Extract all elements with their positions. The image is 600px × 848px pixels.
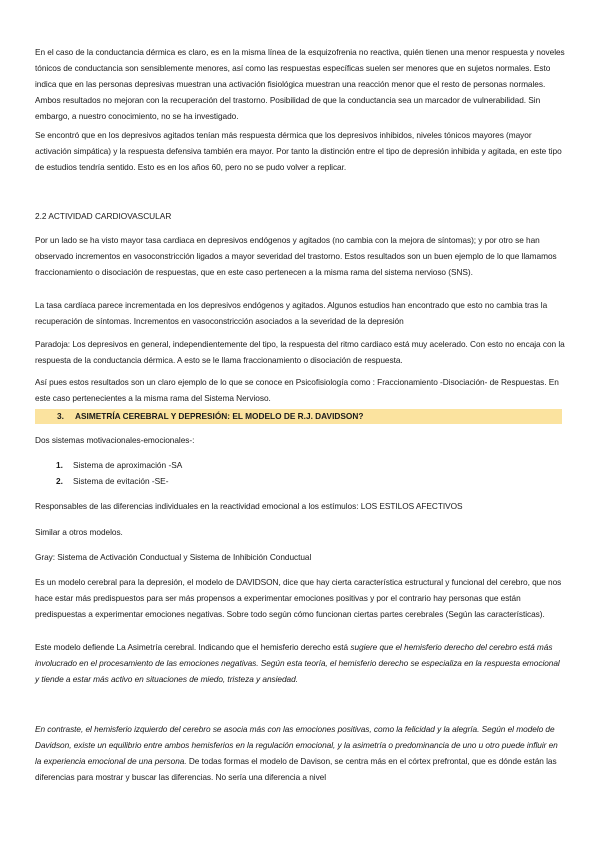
paragraph-depresivos-agitados: Se encontró que en los depresivos agitados tenían más respuesta dérmica que los depresivos inhibidos, niveles tónicos mayores (mayor activación simpática) y la respuesta defensiva también era mayor. Por tanto la distinción entre el tipo de depresión inhibida y agitada, en este tipo de estudios tendría sentido. Esto es en los años 60, pero no se pudo volver a replicar. xyxy=(35,130,562,172)
asimetria-text: Este modelo defiende La Asimetría cerebral. Indicando que el hemisferio derecho está xyxy=(35,642,351,652)
paragraph-modelo-davidson: Es un modelo cerebral para la depresión, el modelo de DAVIDSON, dice que hay cierta característica estructural y funcional del cerebro, que nos hace estar más predispuestos para ser más propensos a experimentar emociones positivas y por el contrario hay personas que están predispuestas a experimentar emociones negativas. Sobre todo según cómo funcionan ciertas partes cerebrales (Según las características). xyxy=(35,577,562,619)
section-number: 3. xyxy=(57,411,64,421)
list-number: 1. xyxy=(56,460,63,470)
list-item xyxy=(56,457,182,473)
paragraph-estilos-afectivos: Responsables de las diferencias individuales en la reactividad emocional a los estímulos: LOS ESTILOS AFECTIVOS xyxy=(35,501,463,511)
list-number: 2. xyxy=(56,476,63,486)
hemisferio-text: De todas formas el modelo de Davison, se centra más en el córtex prefrontal, que es dónde están las diferencias para mostrar y buscar las diferencias. No sería una diferencia a nivel xyxy=(35,756,557,782)
list-text: Sistema de aproximación -SA xyxy=(73,460,183,470)
asimetria-italic-text: sugiere que el hemisferio derecho del cerebro está más involucrado en el procesamiento de las emociones negativas. Según esta teoría, el hemisferio derecho se especializa en la respuesta emocional y tiende a estar más activo en situaciones de miedo, tristeza y ansiedad. xyxy=(35,642,560,684)
paragraph-hemisferio-izquierdo xyxy=(35,721,565,785)
hemisferio-italic-text: En contraste, el hemisferio izquierdo del cerebro se asocia más con las emociones positivas, como la felicidad y la alegría. Según el modelo de Davidson, existe un equilibrio entre ambos hemisferios en la regulación emocional, y la asimetría o predominancia de uno u otro puede influir en la experiencia emocional de una persona. xyxy=(35,724,558,766)
paragraph-gray: Gray: Sistema de Activación Conductual y Sistema de Inhibición Conductual xyxy=(35,552,312,562)
paragraph-paradoja: Paradoja: Los depresivos en general, independientemente del tipo, la respuesta del ritmo cardiaco está muy acelerado. Con esto no encaja con la respuesta de la conductancia dérmica. A esto se le llama fraccionamiento o disociación de respuesta. xyxy=(35,339,565,365)
paragraph-asimetria xyxy=(35,639,565,687)
list-item xyxy=(56,473,168,489)
section-title: ASIMETRÍA CEREBRAL Y DEPRESIÓN: EL MODELO DE R.J. DAVIDSON? xyxy=(75,411,364,421)
list-text: Sistema de evitación -SE- xyxy=(73,476,169,486)
heading-actividad-cardiovascular: 2.2 ACTIVIDAD CARDIOVASCULAR xyxy=(35,211,172,221)
paragraph-conductancia: En el caso de la conductancia dérmica es claro, es en la misma línea de la esquizofrenia no reactiva, quién tienen una menor respuesta y noveles tónicos de conductancia son sensiblemente menores, así como las respuestas específicas suelen ser menores que en sujetos normales. Esto indica que en las personas depresivas muestran una activación fisiológica muestran una reacción menor que el resto de personas normales. Ambos resultados no mejoran con la recuperación del trastorno. Posibilidad de que la conductancia sea un marcador de vulnerabilidad. Sin embargo, a nuestro conocimiento, no se ha investigado. xyxy=(35,47,565,121)
paragraph-sistemas-motivacionales: Dos sistemas motivacionales-emocionales-: xyxy=(35,435,195,445)
section-heading-highlight xyxy=(35,409,562,424)
section-heading xyxy=(57,410,363,423)
paragraph-tasa-cardiaca-1: Por un lado se ha visto mayor tasa cardiaca en depresivos endógenos y agitados (no cambia con la mejora de síntomas); y por otro se han observado incrementos en vasoconstricción ligados a mayor severidad del trastorno. Estos resultados son un buen ejemplo de lo que llamamos fraccionamiento o disociación de respuestas, que en este caso pertenecen a la misma rama del sistema nervioso (SNS). xyxy=(35,235,557,277)
paragraph-similar: Similar a otros modelos. xyxy=(35,527,123,537)
paragraph-tasa-cardiaca-2: La tasa cardíaca parece incrementada en los depresivos endógenos y agitados. Algunos estudios han encontrado que esto no cambia tras la recuperación de síntomas. Incrementos en vasoconstricción asociados a la severidad de la depresión xyxy=(35,300,548,326)
paragraph-fraccionamiento: Así pues estos resultados son un claro ejemplo de lo que se conoce en Psicofisiología como : Fraccionamiento -Disociación- de Respuestas. En este caso pertenecientes a la misma rama del Sistema Nervioso. xyxy=(35,377,559,403)
